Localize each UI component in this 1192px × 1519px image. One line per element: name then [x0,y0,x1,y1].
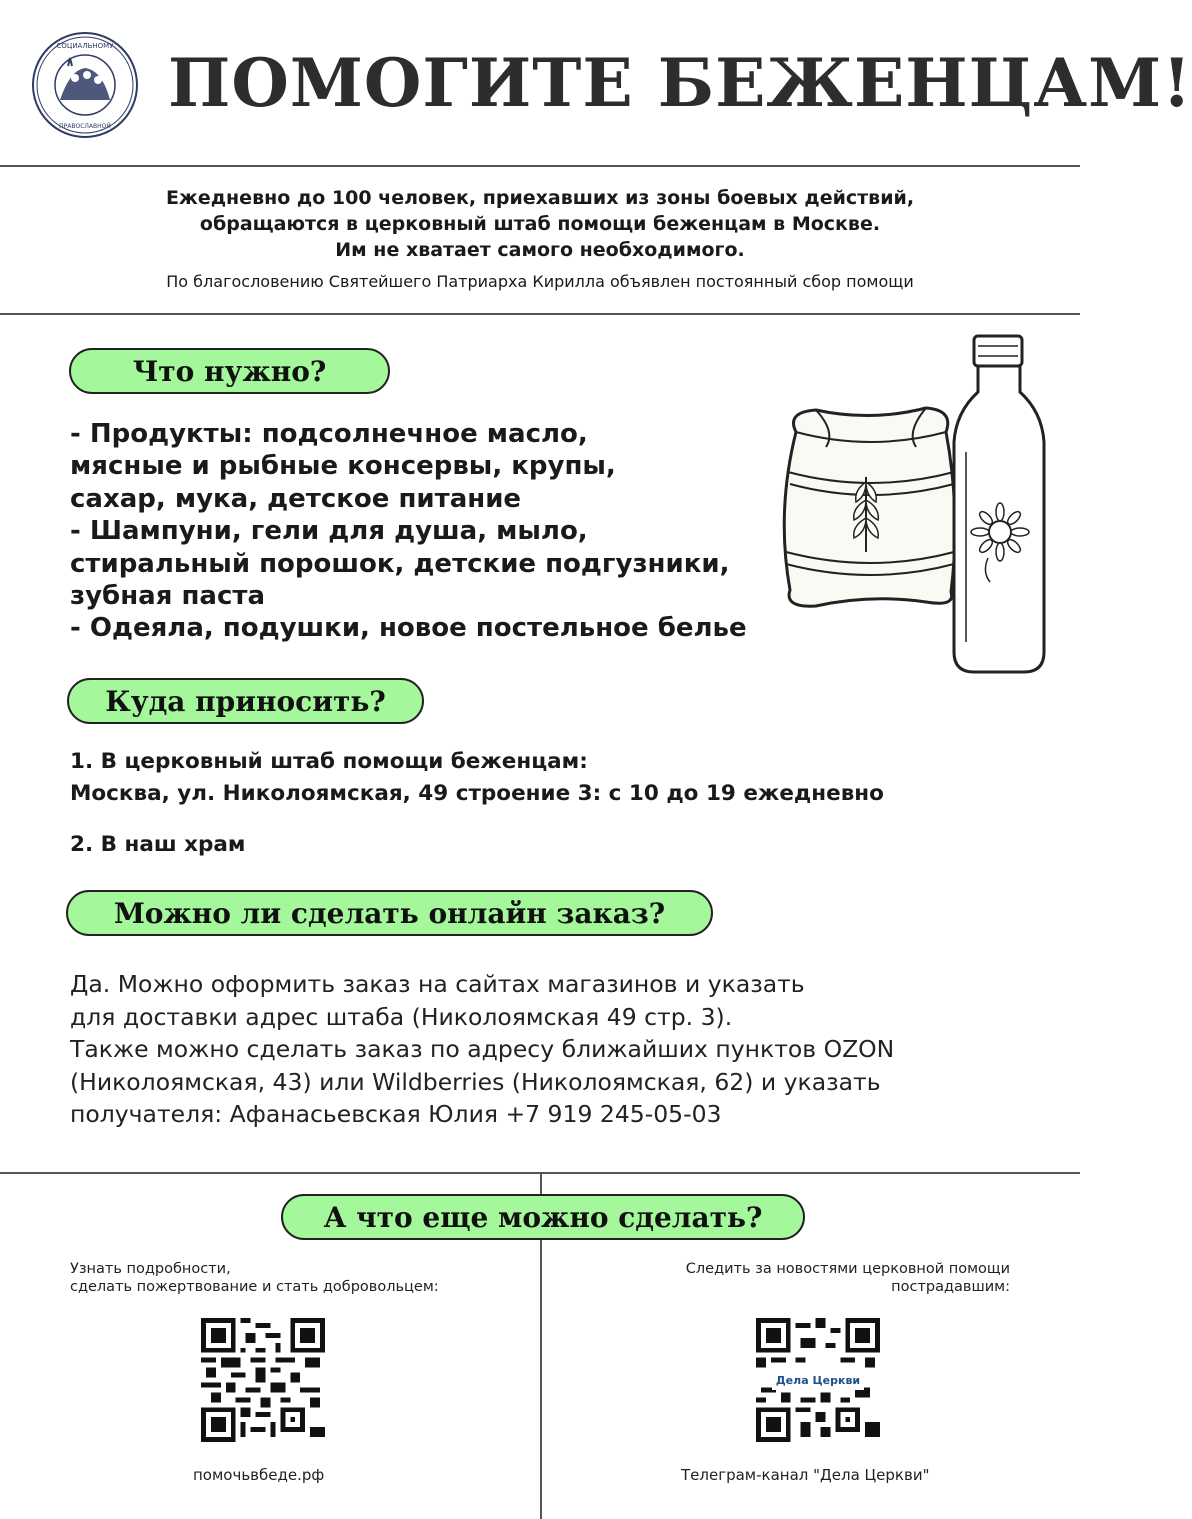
section-heading-more: А что еще можно сделать? [281,1194,805,1240]
intro-line: Им не хватает самого необходимого. [335,239,745,261]
needs-line: сахар, мука, детское питание [70,483,522,514]
needs-line: зубная паста [70,581,265,612]
oil-bottle-icon [944,332,1054,678]
needs-line: - Одеяла, подушки, новое постельное белье [70,613,747,644]
section-heading-online: Можно ли сделать онлайн заказ? [66,890,713,936]
online-line: Также можно сделать заказ по адресу ближайших пунктов OZON [70,1035,895,1064]
qr-badge: Дела Церкви [772,1370,864,1390]
footer-right-text [560,1260,1010,1296]
online-line: (Николоямская, 43) или Wildberries (Николоямская, 62) и указать [70,1067,881,1096]
flour-sack-icon [776,402,966,612]
footer-left-text [70,1260,530,1296]
qr-code-donate-icon[interactable] [201,1318,325,1442]
where-item-1-title: 1. В церковный штаб помощи беженцам: [70,749,588,774]
needs-line: мясные и рыбные консервы, крупы, [70,451,616,482]
section-heading-where: Куда приносить? [67,678,424,724]
qr-code-telegram[interactable] [756,1318,880,1442]
online-line: Да. Можно оформить заказ на сайтах магазинов и указать [70,970,805,998]
footer-right-line: Следить за новостями церковной помощи [685,1261,1010,1277]
telegram-link[interactable]: Телеграм-канал "Дела Церкви" [681,1466,930,1484]
divider [0,313,1080,315]
svg-text:СОЦИАЛЬНОМУ: СОЦИАЛЬНОМУ [56,42,114,50]
where-item-2: 2. В наш храм [70,832,246,857]
online-line: получателя: Афанасьевская Юлия +7 919 245-05-03 [70,1100,722,1129]
needs-line: стиральный порошок, детские подгузники, [70,548,730,579]
section-heading-needs: Что нужно? [69,348,390,394]
page-title: ПОМОГИТЕ БЕЖЕНЦАМ! [168,44,1192,122]
intro-line: Ежедневно до 100 человек, приехавших из зоны боевых действий, [165,187,915,209]
needs-line: - Продукты: подсолнечное масло, [70,419,588,449]
website-link[interactable]: помочьвбеде.рф [193,1466,325,1484]
svg-text:ПРАВОСЛАВНОЙ: ПРАВОСЛАВНОЙ [59,123,111,130]
blessing-text: По благословению Святейшего Патриарха Кирилла объявлен постоянный сбор помощи [166,272,914,291]
needs-line: - Шампуни, гели для душа, мыло, [70,516,588,547]
footer-left-line: сделать пожертвование и стать добровольцем: [70,1279,439,1295]
needs-list [70,418,790,645]
footer-right-line: пострадавшим: [891,1279,1010,1295]
footer-left-line: Узнать подробности, [70,1261,231,1277]
logo-seal-icon [30,30,140,140]
online-line: для доставки адрес штаба (Николоямская 49 стр. 3). [70,1002,733,1031]
where-item-1-address: Москва, ул. Николоямская, 49 строение 3: с 10 до 19 ежедневно [70,781,884,806]
header [0,0,1192,166]
divider [0,165,1080,167]
intro-line: обращаются в церковный штаб помощи беженцам в Москве. [199,213,881,235]
online-text [70,968,1020,1131]
